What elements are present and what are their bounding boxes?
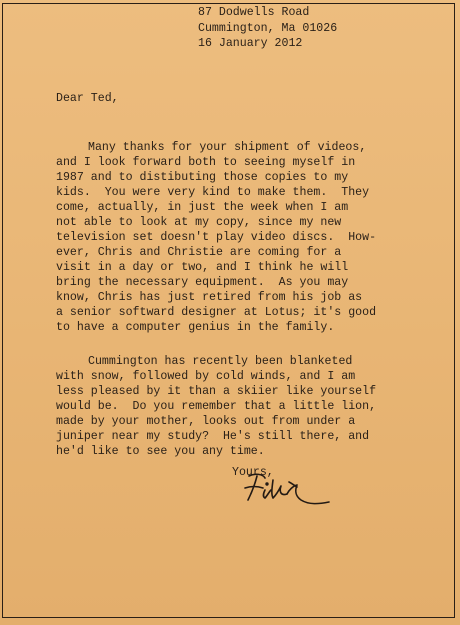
paragraph1-line: come, actually, in just the week when I am — [56, 201, 349, 214]
paragraph1-line: visit in a day or two, and I think he will — [56, 261, 349, 274]
paragraph1-line: Many thanks for your shipment of videos, — [88, 141, 367, 154]
paragraph1-line: to have a computer genius in the family. — [56, 321, 335, 334]
paragraph2-line: with snow, followed by cold winds, and I am — [56, 370, 356, 383]
paragraph1-line: know, Chris has just retired from his job as — [56, 291, 363, 304]
closing: Yours, — [232, 466, 274, 479]
paragraph2-line: made by your mother, looks out from under a — [56, 415, 356, 428]
paragraph2-line: he'd like to see you any time. — [56, 445, 265, 458]
paragraph1-line: kids. You were very kind to make them. They — [56, 186, 370, 199]
paragraph1-line: bring the necessary equipment. As you may — [56, 276, 349, 289]
paragraph1-line: ever, Chris and Christie are coming for a — [56, 246, 342, 259]
salutation: Dear Ted, — [56, 92, 119, 105]
address-city: Cummington, Ma 01026 — [198, 22, 338, 35]
paragraph2-line: Cummington has recently been blanketed — [88, 355, 353, 368]
paragraph2-line: would be. Do you remember that a little lion, — [56, 400, 377, 413]
paragraph1-line: and I look forward both to seeing myself in — [56, 156, 356, 169]
paragraph1-line: a senior softward designer at Lotus; it's good — [56, 306, 377, 319]
paragraph1-line: 1987 and to distibuting those copies to my — [56, 171, 349, 184]
address-street: 87 Dodwells Road — [198, 6, 310, 19]
paragraph2-line: less pleased by it than a skiier like yourself — [56, 385, 377, 398]
letter-date: 16 January 2012 — [198, 37, 303, 50]
paragraph1-line: television set doesn't play video discs. How- — [56, 231, 377, 244]
paragraph1-line: not able to look at my copy, since my new — [56, 216, 342, 229]
paragraph2-line: juniper near my study? He's still there, and — [56, 430, 370, 443]
handwritten-signature-icon — [243, 470, 338, 515]
